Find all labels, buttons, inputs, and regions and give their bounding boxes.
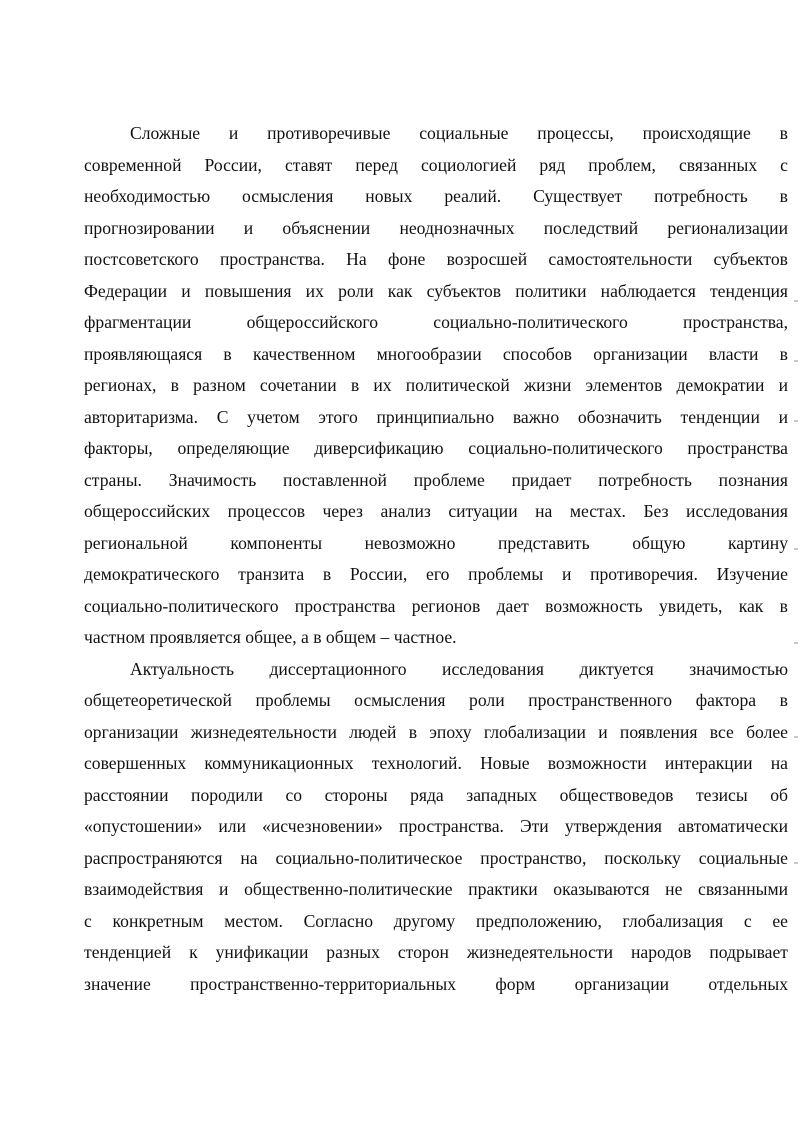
text-line: частном проявляется общее, а в общем – частное. [84, 627, 457, 647]
text-line: расстоянии породили со стороны ряда западных обществоведов тезисы об [84, 784, 788, 805]
text-line: с конкретным местом. Согласно другому предположению, глобализация с ее [84, 910, 788, 931]
text-line: современной России, ставят перед социологией ряд проблем, связанных с [84, 154, 788, 175]
text-line: тенденцией к унификации разных сторон жизнедеятельности народов подрывает [84, 942, 788, 962]
scan-artifact [794, 548, 798, 550]
text-line: постсоветского пространства. На фоне возросшей самостоятельности субъектов [84, 249, 788, 269]
text-line: фрагментации общероссийского социально-политического пространства, [84, 312, 788, 332]
text-line: прогнозировании и объяснении неоднозначных последствий регионализации [84, 217, 788, 238]
text-line: организации жизнедеятельности людей в эпоху глобализации и появления все более [84, 721, 788, 742]
scan-artifact [794, 736, 798, 738]
text-line: проявляющаяся в качественном многообразии способов организации власти в [84, 343, 788, 364]
scan-artifact [794, 862, 798, 864]
text-line: авторитаризма. С учетом этого принципиально важно обозначить тенденции и [84, 406, 788, 427]
scan-artifact [794, 300, 798, 302]
text-line: «опустошении» или «исчезновении» пространства. Эти утверждения автоматически [84, 816, 788, 836]
text-line: социально-политического пространства регионов дает возможность увидеть, как в [84, 595, 788, 616]
body-text [84, 118, 788, 1000]
text-line: демократического транзита в России, его проблемы и противоречия. Изучение [84, 564, 788, 584]
text-line: региональной компоненты невозможно представить общую картину [84, 532, 788, 553]
text-line: совершенных коммуникационных технологий. Новые возможности интеракции на [84, 753, 788, 773]
text-line: факторы, определяющие диверсификацию социально-политического пространства [84, 438, 788, 458]
text-line: общероссийских процессов через анализ ситуации на местах. Без исследования [84, 501, 788, 521]
text-line: регионах, в разном сочетании в их политической жизни элементов демократии и [84, 375, 788, 395]
text-line: необходимостью осмысления новых реалий. Существует потребность в [84, 186, 788, 206]
scan-artifact [794, 642, 798, 644]
text-line: Актуальность диссертационного исследования диктуется значимостью [130, 658, 788, 679]
text-line: распространяются на социально-политическое пространство, поскольку социальные [84, 847, 788, 868]
paragraph-1 [84, 118, 788, 654]
text-line: взаимодействия и общественно-политические практики оказываются не связанными [84, 879, 788, 899]
text-line: значение пространственно-территориальных форм организации отдельных [84, 973, 788, 994]
scan-artifact [794, 360, 798, 362]
text-line: Сложные и противоречивые социальные процессы, происходящие в [130, 123, 788, 143]
text-line: страны. Значимость поставленной проблеме придает потребность познания [84, 469, 788, 490]
paragraph-2 [84, 654, 788, 1001]
text-line: Федерации и повышения их роли как субъектов политики наблюдается тенденция [84, 280, 788, 301]
scan-artifact [794, 420, 798, 422]
text-line: общетеоретической проблемы осмысления роли пространственного фактора в [84, 690, 788, 710]
